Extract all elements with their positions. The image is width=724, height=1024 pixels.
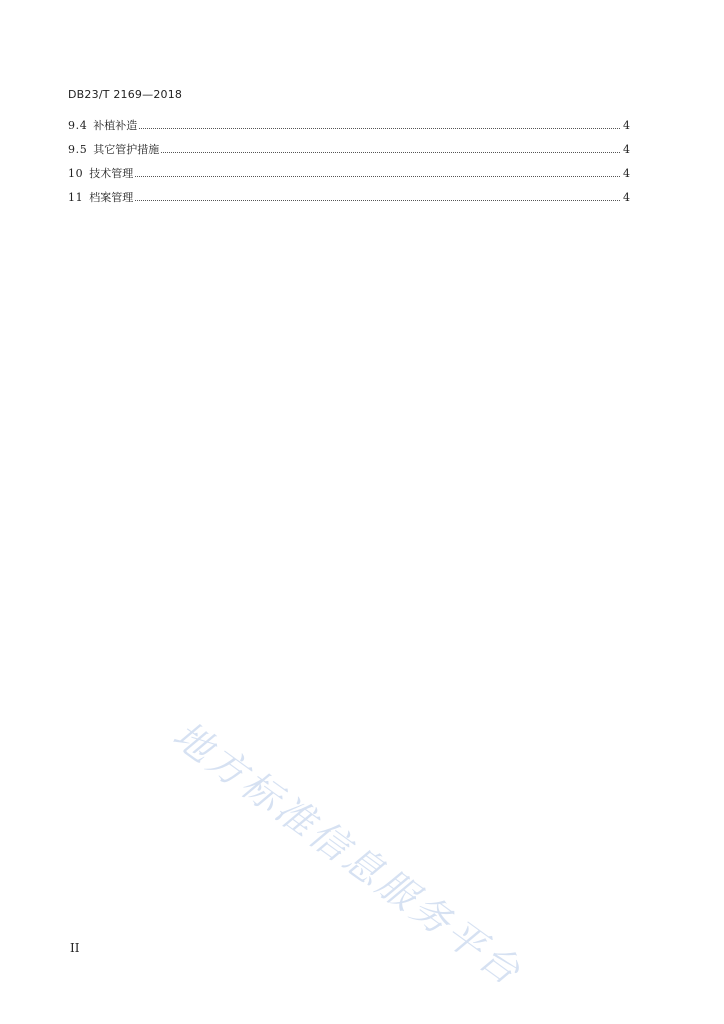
toc-dot-leader	[139, 128, 620, 129]
toc-dot-leader	[135, 176, 620, 177]
toc-entry-number: 11	[68, 191, 84, 204]
toc-dot-leader	[135, 200, 620, 201]
table-of-contents	[68, 117, 630, 213]
toc-entry-page: 4	[623, 191, 630, 204]
toc-dot-leader	[161, 152, 620, 153]
toc-entry-page: 4	[623, 143, 630, 156]
toc-entry-title: 技术管理	[89, 167, 134, 180]
toc-entry-title: 其它管护措施	[93, 143, 160, 156]
toc-entry-10[interactable]	[68, 165, 630, 189]
page-number: II	[70, 941, 80, 955]
toc-entry-number: 9.5	[68, 143, 88, 156]
watermark-text: 地方标准信息服务平台	[165, 712, 531, 996]
toc-entry-11[interactable]	[68, 189, 630, 213]
toc-entry-9-4[interactable]	[68, 117, 630, 141]
toc-entry-page: 4	[623, 119, 630, 132]
toc-entry-page: 4	[623, 167, 630, 180]
toc-entry-title: 档案管理	[89, 191, 134, 204]
document-code: DB23/T 2169—2018	[68, 88, 183, 101]
toc-entry-number: 9.4	[68, 119, 88, 132]
toc-entry-9-5[interactable]	[68, 141, 630, 165]
toc-entry-title: 补植补造	[93, 119, 138, 132]
toc-entry-number: 10	[68, 167, 84, 180]
